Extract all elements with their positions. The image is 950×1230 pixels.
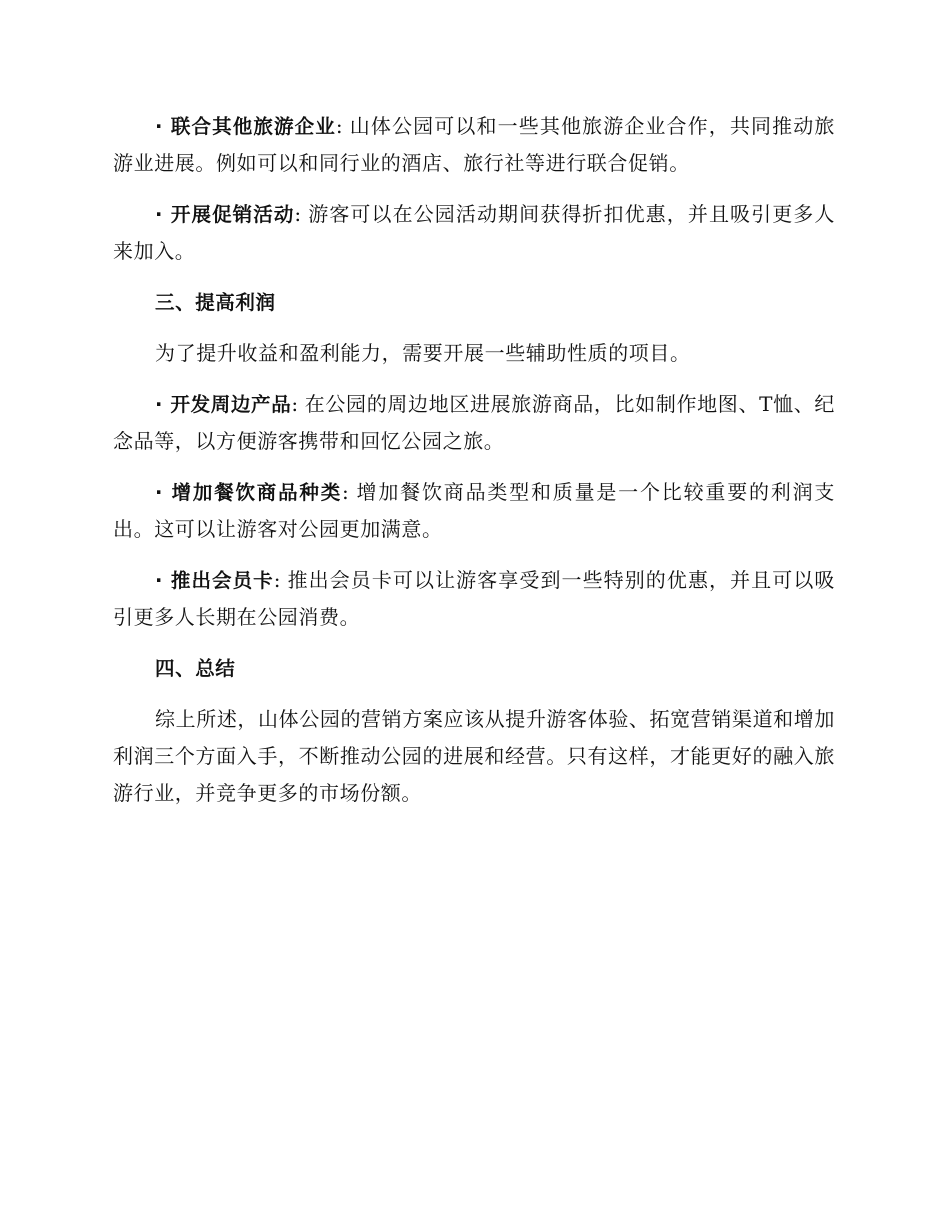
bullet-separator: : bbox=[335, 114, 344, 138]
bullet-text: 增加餐饮商品类型和质量是一个比较重要的利润支出。这可以让游客对公园更加满意。 bbox=[113, 480, 835, 541]
bullet-separator: : bbox=[294, 202, 302, 226]
bullet-text: 推出会员卡可以让游客享受到一些特别的优惠，并且可以吸引更多人长期在公园消费。 bbox=[113, 568, 835, 629]
bullet-item-merchandise bbox=[113, 386, 835, 460]
bullet-lead: · 开展促销活动 bbox=[155, 203, 295, 226]
summary-paragraph: 综上所述，山体公园的营销方案应该从提升游客体验、拓宽营销渠道和增加利润三个方面入手，不断推动公园的进展和经营。只有这样，才能更好的融入旅游行业，并竞争更多的市场份额。 bbox=[113, 707, 835, 805]
section-heading-summary: 四、总结 bbox=[155, 657, 236, 680]
bullet-item-promotions bbox=[113, 196, 835, 270]
bullet-lead: · 推出会员卡 bbox=[155, 569, 274, 592]
bullet-item-membership-card bbox=[113, 562, 835, 636]
bullet-lead: · 增加餐饮商品种类 bbox=[155, 481, 343, 504]
section-intro-profit: 为了提升收益和盈利能力，需要开展一些辅助性质的项目。 bbox=[155, 341, 691, 365]
bullet-separator: : bbox=[291, 392, 299, 416]
bullet-text: 山体公园可以和一些其他旅游企业合作，共同推动旅游业进展。例如可以和同行业的酒店、旅行社等进行联合促销。 bbox=[113, 114, 835, 175]
bullet-lead: · 开发周边产品 bbox=[155, 393, 292, 416]
bullet-text: 在公园的周边地区进展旅游商品，比如制作地图、T恤、纪念品等，以方便游客携带和回忆公园之旅。 bbox=[113, 392, 835, 453]
bullet-lead: · 联合其他旅游企业 bbox=[155, 115, 336, 138]
bullet-separator: : bbox=[273, 568, 282, 592]
bullet-item-food-variety bbox=[113, 474, 835, 548]
bullet-item-joint-enterprises bbox=[113, 108, 835, 182]
section-heading-profit: 三、提高利润 bbox=[155, 291, 276, 314]
bullet-text: 游客可以在公园活动期间获得折扣优惠，并且吸引更多人来加入。 bbox=[113, 202, 835, 263]
document-page bbox=[113, 108, 835, 826]
bullet-separator: : bbox=[342, 480, 350, 504]
